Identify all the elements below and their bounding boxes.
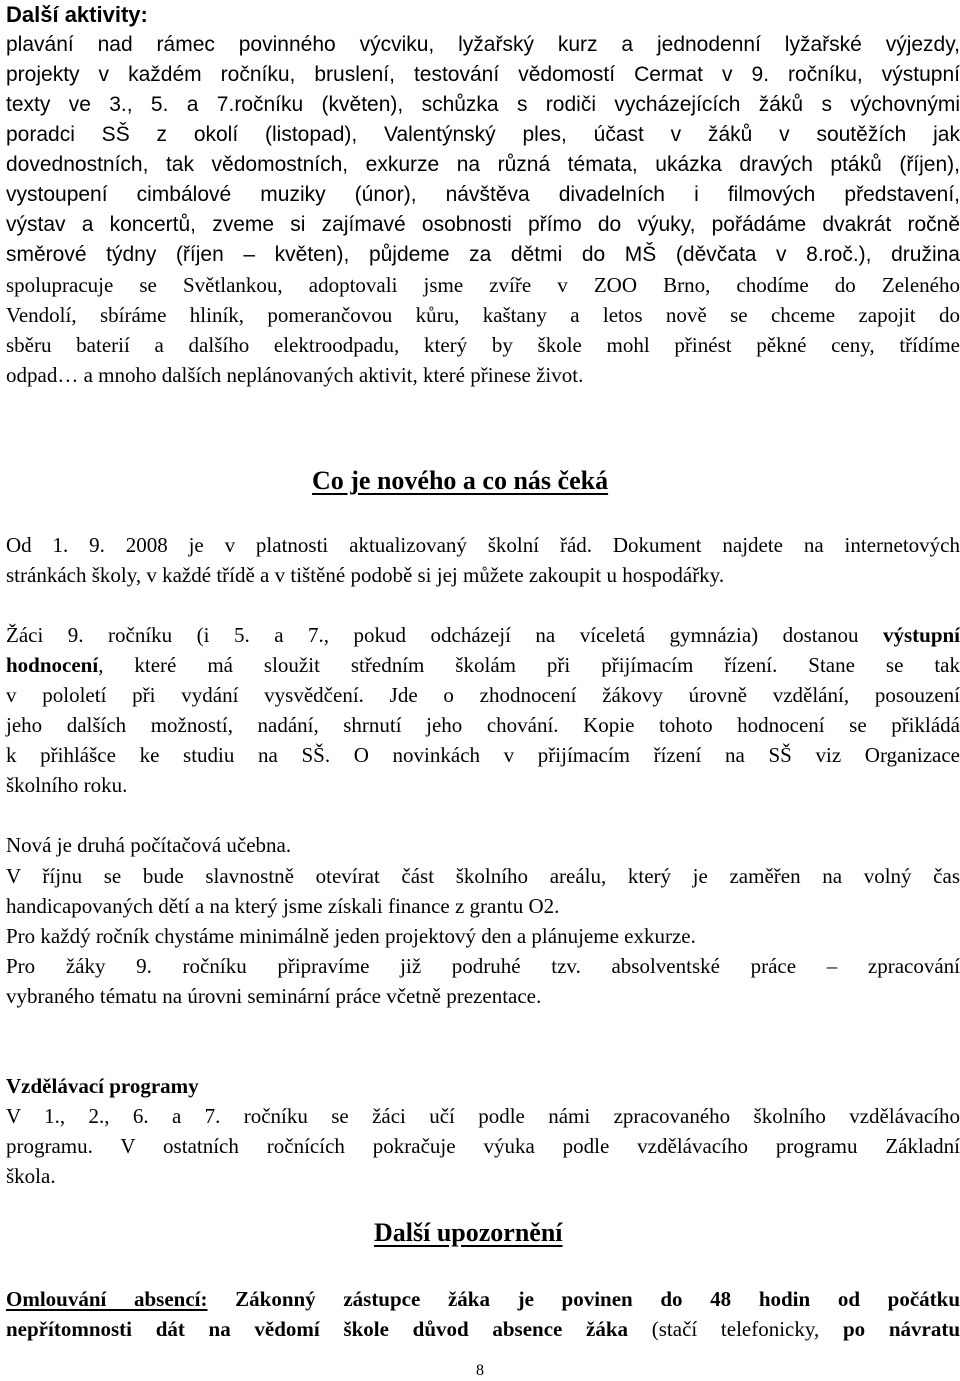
activities-line: plavání nad rámec povinného výcviku, lyžařský kurz a jednodenní lyžařské výjezdy, (6, 33, 960, 56)
notices-bold: po návratu (842, 1317, 960, 1341)
news-p2-line: v pololetí při vydání vysvědčení. Jde o zhodnocení žákovy úrovně vzdělání, posouzení (6, 683, 960, 707)
news-p3-line: handicapovaných dětí a na který jsme získali finance z grantu O2. (6, 894, 560, 918)
programs-line: programu. V ostatních ročnících pokračuje výuka podle vzdělávacího programu Základní (6, 1134, 960, 1158)
news-p2-line (6, 650, 960, 680)
activities-line: Vendolí, sbíráme hliník, pomerančovou kůru, kaštany a letos nově se chceme zapojit do (6, 303, 960, 327)
notices-bold: nepřítomnosti dát na vědomí škole důvod absence žáka (6, 1317, 629, 1341)
programs-line: V 1., 2., 6. a 7. ročníku se žáci učí podle námi zpracovaného školního vzdělávacího (6, 1104, 960, 1128)
absence-label: Omlouvání absencí: (6, 1287, 208, 1311)
activities-line: spolupracuje se Světlankou, adoptovali jsme zvíře v ZOO Brno, chodíme do Zeleného (6, 273, 960, 297)
activities-heading: Další aktivity: (6, 2, 148, 27)
notices-text: (stačí telefonicky, (628, 1317, 843, 1341)
activities-line: směrové týdny (říjen – květen), půjdeme za dětmi do MŠ (děvčata v 8.roč.), družina (6, 243, 960, 266)
news-p3-line: V říjnu se bude slavnostně otevírat část školního areálu, který je zaměřen na volný čas (6, 864, 960, 888)
news-p2-line: k přihlášce ke studiu na SŠ. O novinkách v přijímacím řízení na SŠ viz Organizace (6, 743, 960, 767)
news-p3-line: Pro každý ročník chystáme minimálně jeden projektový den a plánujeme exkurze. (6, 924, 696, 948)
notices-line (6, 1314, 960, 1344)
news-p2-line (6, 620, 960, 650)
news-p3-line: Pro žáky 9. ročníku připravíme již podruhé tzv. absolventské práce – zpracování (6, 954, 960, 978)
news-p2-bold: hodnocení (6, 653, 99, 677)
activities-line: poradci SŠ z okolí (listopad), Valentýnský ples, účast v žáků v soutěžích jak (6, 123, 960, 146)
news-p3-line: Nová je druhá počítačová učebna. (6, 833, 292, 857)
news-p2-text: , které má sloužit středním školám při přijímacím řízení. Stane se tak (98, 653, 960, 677)
activities-line: texty ve 3., 5. a 7.ročníku (květen), schůzka s rodiči vycházejících žáků s výchovnými (6, 93, 960, 116)
activities-line: odpad… a mnoho dalších neplánovaných aktivit, které přinese život. (6, 363, 584, 387)
news-p2-line: školního roku. (6, 773, 128, 797)
activities-line: sběru baterií a dalšího elektroodpadu, který by škole mohl přinést pěkné ceny, třídíme (6, 333, 960, 357)
page-number: 8 (476, 1362, 484, 1379)
news-p2-text: Žáci 9. ročníku (i 5. a 7., pokud odcházejí na víceletá gymnázia) dostanou (6, 623, 859, 647)
notices-heading: Další upozornění (374, 1218, 563, 1247)
activities-line: vystoupení cimbálové muziky (únor), návštěva divadelních i filmových představení, (6, 183, 960, 206)
news-p1-line: stránkách školy, v každé třídě a v tištěné podobě si jej můžete zakoupit u hospodářky. (6, 563, 725, 587)
programs-line: škola. (6, 1164, 56, 1188)
activities-line: výstav a koncertů, zveme si zajímavé osobnosti přímo do výuky, pořádáme dvakrát ročně (6, 213, 960, 236)
programs-heading: Vzdělávací programy (6, 1074, 199, 1098)
news-p2-line: jeho dalších možností, nadání, shrnutí jeho chování. Kopie tohoto hodnocení se přikládá (6, 713, 960, 737)
news-p3-line: vybraného tématu na úrovni seminární práce včetně prezentace. (6, 984, 542, 1008)
activities-line: projekty v každém ročníku, bruslení, testování vědomostí Cermat v 9. ročníku, výstupní (6, 63, 960, 86)
activities-line: dovednostních, tak vědomostních, exkurze na různá témata, ukázka dravých ptáků (říjen), (6, 153, 960, 176)
news-p1-line: Od 1. 9. 2008 je v platnosti aktualizovaný školní řád. Dokument najdete na internetových (6, 533, 960, 557)
news-p2-bold: výstupní (882, 623, 960, 647)
notices-text: Zákonný zástupce žáka je povinen do 48 hodin od počátku (207, 1287, 960, 1311)
news-heading: Co je nového a co nás čeká (312, 466, 609, 495)
notices-line (6, 1284, 960, 1314)
